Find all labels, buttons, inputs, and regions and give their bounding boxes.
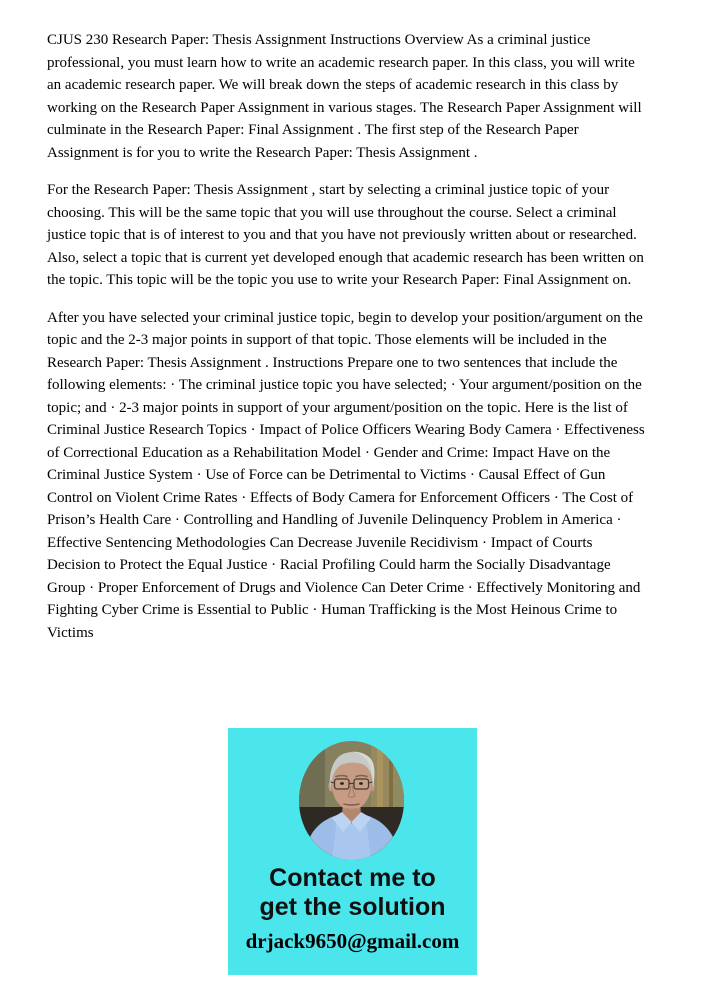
contact-heading bbox=[228, 864, 477, 922]
portrait-photo-illustration bbox=[299, 741, 404, 860]
paragraph-instructions-and-topics: After you have selected your criminal justice topic, begin to develop your position/argument on the topic and the 2-3 major points in support of that topic. Those elements will be included in the Research Paper: Thesis Assignment . Instructions Prepare one to two sentences that include the following elements: · The criminal justice topic you have selected; · Your argument/position on the topic; and · 2-3 major points in support of your argument/position on the topic. Here is the list of Criminal Justice Research Topics · Impact of Police Officers Wearing Body Camera · Effectiveness of Correctional Education as a Rehabilitation Model · Gender and Crime: Impact Have on the Criminal Justice System · Use of Force can be Detrimental to Victims · Causal Effect of Gun Control on Violent Crime Rates · Effects of Body Camera for Enforcement Officers · The Cost of Prison’s Health Care · Controlling and Handling of Juvenile Delinquency Problem in America · Effective Sentencing Methodologies Can Decrease Juvenile Recidivism · Impact of Courts Decision to Protect the Equal Justice · Racial Profiling Could harm the Socially Disadvantage Group · Proper Enforcement of Drugs and Violence Can Deter Crime · Effectively Monitoring and Fighting Cyber Crime is Essential to Public · Human Trafficking is the Most Heinous Crime to Victims bbox=[47, 309, 645, 641]
contact-email: drjack9650@gmail.com bbox=[245, 929, 460, 953]
portrait-photo bbox=[299, 741, 404, 860]
paragraph-overview: CJUS 230 Research Paper: Thesis Assignment Instructions Overview As a criminal justice professional, you must learn how to write an academic research paper. In this class, you will write an academic research paper. We will break down the steps of academic research in this class by working on the Research Paper Assignment in various stages. The Research Paper Assignment will culminate in the Research Paper: Final Assignment . The first step of the Research Paper Assignment is for you to write the Research Paper: Thesis Assignment . bbox=[47, 32, 642, 161]
paragraph-topic-selection: For the Research Paper: Thesis Assignment , start by selecting a criminal justice topic of your choosing. This will be the same topic that you will use throughout the course. Select a criminal justice topic that is of interest to you and that you have not previously written about or researched. Also, select a topic that is current yet developed enough that academic research has been written on the topic. This topic will be the topic you use to write your Research Paper: Final Assignment on. bbox=[47, 182, 644, 288]
contact-heading-line2: get the solution bbox=[259, 893, 446, 921]
contact-card bbox=[228, 728, 477, 975]
document-body bbox=[47, 29, 647, 659]
contact-heading-line1: Contact me to bbox=[269, 864, 436, 892]
